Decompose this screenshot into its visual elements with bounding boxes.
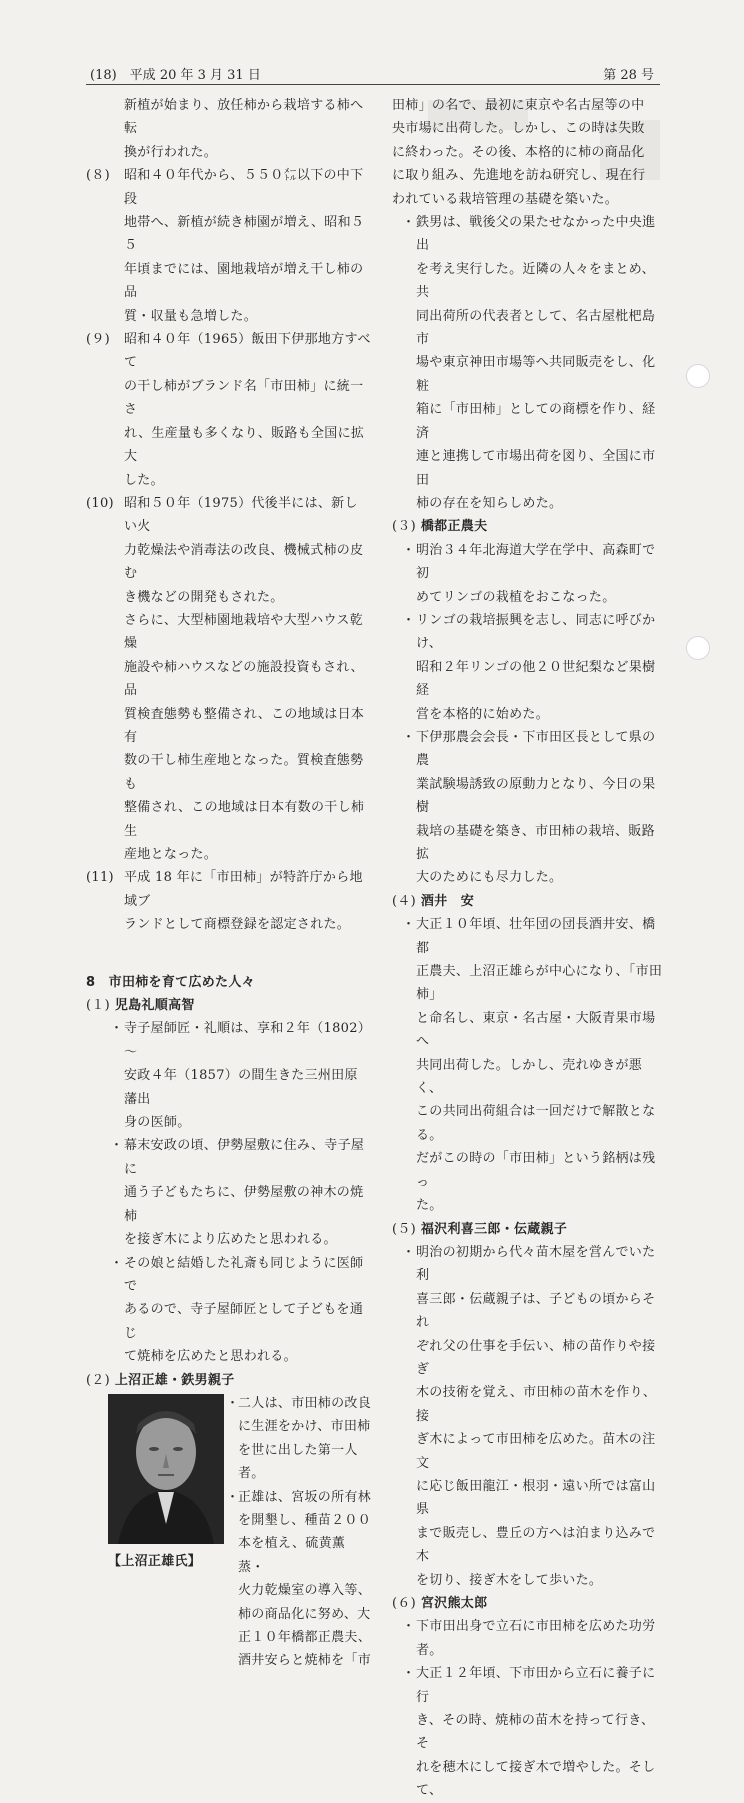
bullet-item bbox=[392, 913, 667, 1217]
bullet-item bbox=[226, 1392, 371, 1486]
text-line: 明治の初期から代々苗木屋を営んでいた利 bbox=[416, 1244, 656, 1284]
text-line: の干し柿がブランド名「市田柿」に統一さ bbox=[124, 378, 364, 418]
text-line: 下伊那農会会長・下市田区長として県の農 bbox=[416, 729, 656, 769]
subsection-6-title bbox=[392, 1592, 667, 1615]
item-number: (８) bbox=[86, 168, 111, 184]
text-line: 寺子屋師匠・礼順は、享和２年（1802）～ bbox=[124, 1021, 365, 1060]
issue-date: (18) 平成 20 年 3 月 31 日 bbox=[90, 68, 261, 83]
text-line: あるので、寺子屋師匠として子どもを通じ bbox=[124, 1302, 364, 1341]
text-line: 柿の商品化に努め、大 bbox=[238, 1606, 371, 1622]
bullet-dot: ・ bbox=[402, 542, 416, 558]
text-line: 整備され、この地域は日本有数の干し柿生 bbox=[124, 800, 365, 839]
subsection-number: (４) bbox=[392, 893, 417, 909]
text-line: 平成 18 年に「市田柿」が特許庁から地域ブ bbox=[124, 870, 363, 909]
text-line: 正１０年橋都正農夫、 bbox=[238, 1630, 372, 1645]
text-line: を開墾し、種苗２００ bbox=[238, 1512, 372, 1528]
text-line: さらに、大型柿園地栽培や大型ハウス乾燥 bbox=[124, 612, 364, 652]
subsection-5-title bbox=[392, 1218, 667, 1241]
subsection-2-title bbox=[86, 1369, 371, 1392]
text-line: に応じ飯田龍江・根羽・遠い所では富山県 bbox=[416, 1478, 656, 1518]
text-line: 央市場に出荷した。しかし、この時は失敗 bbox=[392, 121, 645, 137]
text-line: 喜三郎・伝蔵親子は、子どもの頃からそれ bbox=[416, 1291, 656, 1331]
bullet-dot: ・ bbox=[402, 1666, 416, 1682]
text-line: 質・収量も急増した。 bbox=[124, 308, 258, 324]
issue-number: 第 28 号 bbox=[603, 68, 654, 83]
text-line: 連と連携して市場出荷を図り、全国に市田 bbox=[416, 449, 656, 488]
text-line: を接ぎ木により広めたと思われる。 bbox=[124, 1232, 337, 1248]
subsection-number: (５) bbox=[392, 1221, 417, 1237]
person-name: 福沢利喜三郎・伝蔵親子 bbox=[420, 1221, 568, 1237]
subsection-number: (２) bbox=[86, 1372, 111, 1388]
text-line: まで販売し、豊丘の方へは泊まり込みで木 bbox=[416, 1525, 656, 1565]
bullet-dot: ・ bbox=[226, 1395, 240, 1411]
text-line: 大のためにも尽力した。 bbox=[416, 870, 563, 886]
bullet-dot: ・ bbox=[402, 1244, 416, 1260]
bullet-item bbox=[392, 609, 667, 726]
item-number: (11) bbox=[86, 870, 114, 886]
bullet-item bbox=[392, 1615, 667, 1662]
person-name: 酒井 安 bbox=[420, 893, 475, 909]
text-line: き、その時、焼柿の苗木を持って行き、そ bbox=[416, 1713, 655, 1752]
text-line: 力乾燥法や消毒法の改良、機械式柿の皮む bbox=[124, 542, 364, 582]
subsection-number: (３) bbox=[392, 519, 417, 535]
text-line: 営を本格的に始めた。 bbox=[416, 706, 550, 722]
bullet-item bbox=[86, 1252, 371, 1369]
subsection-3-title bbox=[392, 515, 667, 538]
text-line: 本を植え、硫黄薫蒸・ bbox=[238, 1536, 346, 1575]
text-line: 下市田出身で立石に市田柿を広めた功労者。 bbox=[416, 1619, 656, 1658]
text-line: 昭和４０年代から、５５０㍍以下の中下段 bbox=[124, 168, 364, 207]
history-item-8 bbox=[86, 164, 371, 328]
person-name: 宮沢熊太郎 bbox=[420, 1596, 488, 1611]
text-line: れ、生産量も多くなり、販路も全国に拡大 bbox=[124, 425, 365, 465]
bullet-dot: ・ bbox=[110, 1138, 124, 1154]
text-line: に終わった。その後、本格的に柿の商品化 bbox=[392, 144, 645, 160]
bullet-dot: ・ bbox=[402, 1619, 416, 1635]
text-line: ぞれ父の仕事を手伝い、柿の苗作りや接ぎ bbox=[416, 1338, 656, 1377]
text-line: 鉄男は、戦後父の果たせなかった中央進出 bbox=[416, 215, 656, 254]
text-line: れを穂木にして接ぎ木で増やした。そして、 bbox=[416, 1759, 656, 1799]
text-line: 箱に「市田柿」としての商標を作り、経済 bbox=[416, 402, 656, 441]
person-name: 橋都正農夫 bbox=[420, 519, 488, 535]
text-line: 通う子どもたちに、伊勢屋敷の神木の焼柿 bbox=[124, 1185, 364, 1224]
text-line: 施設や柿ハウスなどの施設投資もされ、品 bbox=[124, 659, 364, 699]
bullet-item bbox=[392, 1662, 667, 1802]
subsection-4-title bbox=[392, 890, 667, 913]
text-line: 大正１２年頃、下市田から立石に養子に行 bbox=[416, 1666, 656, 1705]
portrait-photo bbox=[108, 1394, 224, 1544]
text-line: 明治３４年北海道大学在学中、高森町で初 bbox=[416, 542, 656, 582]
bullet-dot: ・ bbox=[402, 612, 416, 628]
text-line: 幕末安政の頃、伊勢屋敷に住み、寺子屋に bbox=[124, 1138, 365, 1177]
text-line: した。 bbox=[124, 472, 164, 488]
text-line: 正農夫、上沼正雄らが中心になり、｢市田柿｣ bbox=[416, 964, 663, 1003]
text-line: に生涯をかけ、市田柿 bbox=[238, 1419, 371, 1435]
text-line: だがこの時の「市田柿」という銘柄は残っ bbox=[416, 1151, 656, 1190]
bullet-item bbox=[226, 1486, 371, 1673]
bullet-item bbox=[392, 1241, 667, 1592]
binder-hole bbox=[686, 364, 710, 388]
page-header bbox=[86, 64, 660, 85]
text-line: て焼柿を広めたと思われる。 bbox=[124, 1349, 297, 1365]
text-line: 大正１０年頃、壮年団の団長酒井安、橋都 bbox=[416, 917, 656, 956]
right-column bbox=[392, 94, 667, 1803]
bullet-item bbox=[392, 211, 667, 515]
subsection-number: (１) bbox=[86, 998, 111, 1014]
left-column bbox=[86, 94, 372, 1669]
text-line: 換が行われた。 bbox=[124, 144, 218, 160]
photo-side-text bbox=[226, 1392, 371, 1673]
text-line: 質検査態勢も整備され、この地域は日本有 bbox=[124, 706, 365, 745]
bullet-dot: ・ bbox=[402, 215, 416, 231]
text-line: 業試験場誘致の原動力となり、今日の果樹 bbox=[416, 776, 656, 816]
person-name: 児島礼順高智 bbox=[114, 998, 195, 1014]
item-number: (10) bbox=[86, 495, 114, 511]
photo-caption: 【上沼正雄氏】 bbox=[108, 1553, 202, 1569]
text-line: 火力乾燥室の導入等、 bbox=[238, 1583, 372, 1599]
bullet-dot: ・ bbox=[110, 1255, 124, 1271]
text-line: を世に出した第一人者。 bbox=[238, 1442, 358, 1482]
history-item-9 bbox=[86, 328, 371, 492]
text-line: その娘と結婚した礼斎も同じように医師で bbox=[124, 1255, 364, 1294]
text-line: に取り組み、先進地を訪ね研究し、現在行 bbox=[392, 168, 646, 184]
bullet-dot: ・ bbox=[110, 1021, 124, 1037]
text-line: 数の干し柿生産地となった。質検査態勢も bbox=[124, 753, 364, 792]
text-line: 安政４年（1857）の間生きた三州田原藩出 bbox=[124, 1068, 358, 1107]
text-line: を考え実行した。近隣の人々をまとめ、共 bbox=[416, 261, 655, 301]
text-line: 身の医師。 bbox=[124, 1115, 191, 1131]
continued-paragraph bbox=[392, 94, 667, 211]
bullet-item bbox=[392, 539, 667, 609]
text-line: ぎ木によって市田柿を広めた。苗木の注文 bbox=[416, 1432, 656, 1471]
text-line: を切り、接ぎ木をして歩いた。 bbox=[416, 1572, 603, 1588]
text-line: 酒井安らと焼柿を「市 bbox=[238, 1653, 372, 1669]
portrait-image bbox=[108, 1394, 224, 1544]
text-line: 同出荷所の代表者として、名古屋枇杷島市 bbox=[416, 308, 656, 348]
subsection-1-title bbox=[86, 994, 371, 1017]
text-line: た。 bbox=[416, 1198, 443, 1214]
text-line: 場や東京神田市場等へ共同販売をし、化粧 bbox=[416, 355, 656, 394]
bullet-item bbox=[392, 726, 667, 890]
subsection-number: (６) bbox=[392, 1596, 417, 1611]
text-line: 木の技術を覚え、市田柿の苗木を作り、接 bbox=[416, 1385, 657, 1424]
section-8-title: 8 市田柿を育て広めた人々 bbox=[86, 974, 255, 990]
text-line: 新植が始まり、放任柿から栽培する柿へ転 bbox=[124, 98, 364, 137]
bullet-dot: ・ bbox=[402, 917, 416, 933]
bullet-dot: ・ bbox=[402, 729, 416, 745]
text-line: リンゴの栽培振興を志し、同志に呼びかけ、 bbox=[416, 612, 656, 652]
text-line: き機などの開発もされた。 bbox=[124, 589, 284, 605]
text-line: めてリンゴの栽植をおこなった。 bbox=[416, 589, 616, 605]
item-number: (９) bbox=[86, 332, 111, 348]
continued-paragraph bbox=[86, 94, 371, 164]
text-line: ランドとして商標登録を認定された。 bbox=[124, 917, 351, 933]
bullet-dot: ・ bbox=[226, 1489, 240, 1505]
history-item-11 bbox=[86, 866, 371, 936]
text-line: 田柿」の名で、最初に東京や名古屋等の中 bbox=[392, 98, 645, 113]
text-line: 地帯へ、新植が続き柿園が増え、昭和５５ bbox=[124, 215, 365, 254]
text-line: と命名し、東京・名古屋・大阪青果市場へ bbox=[416, 1010, 656, 1050]
text-line: 昭和４０年（1965）飯田下伊那地方すべて bbox=[124, 332, 371, 371]
text-line: 正雄は、宮坂の所有林 bbox=[238, 1489, 372, 1505]
text-line: われている栽培管理の基礎を築いた。 bbox=[392, 191, 619, 207]
bullet-item bbox=[86, 1017, 371, 1134]
binder-hole bbox=[686, 636, 710, 660]
history-item-10 bbox=[86, 492, 371, 867]
person-name: 上沼正雄・鉄男親子 bbox=[114, 1372, 235, 1388]
portrait-block bbox=[86, 1392, 372, 1669]
text-line: 昭和２年リンゴの他２０世紀梨など果樹経 bbox=[416, 659, 656, 699]
text-line: この共同出荷組合は一回だけで解散となる。 bbox=[416, 1104, 656, 1143]
bullet-item bbox=[86, 1134, 371, 1251]
text-line: 共同出荷した。しかし、売れゆきが悪く、 bbox=[416, 1057, 643, 1097]
text-line: 昭和５０年（1975）代後半には、新しい火 bbox=[124, 495, 358, 535]
text-line: 年頃までには、園地栽培が増え干し柿の品 bbox=[124, 261, 364, 301]
text-line: 栽培の基礎を築き、市田柿の栽培、販路拡 bbox=[416, 823, 655, 862]
text-line: 柿の存在を知らしめた。 bbox=[416, 495, 563, 511]
text-line: 産地となった。 bbox=[124, 847, 218, 862]
text-line: 二人は、市田柿の改良 bbox=[238, 1395, 372, 1411]
